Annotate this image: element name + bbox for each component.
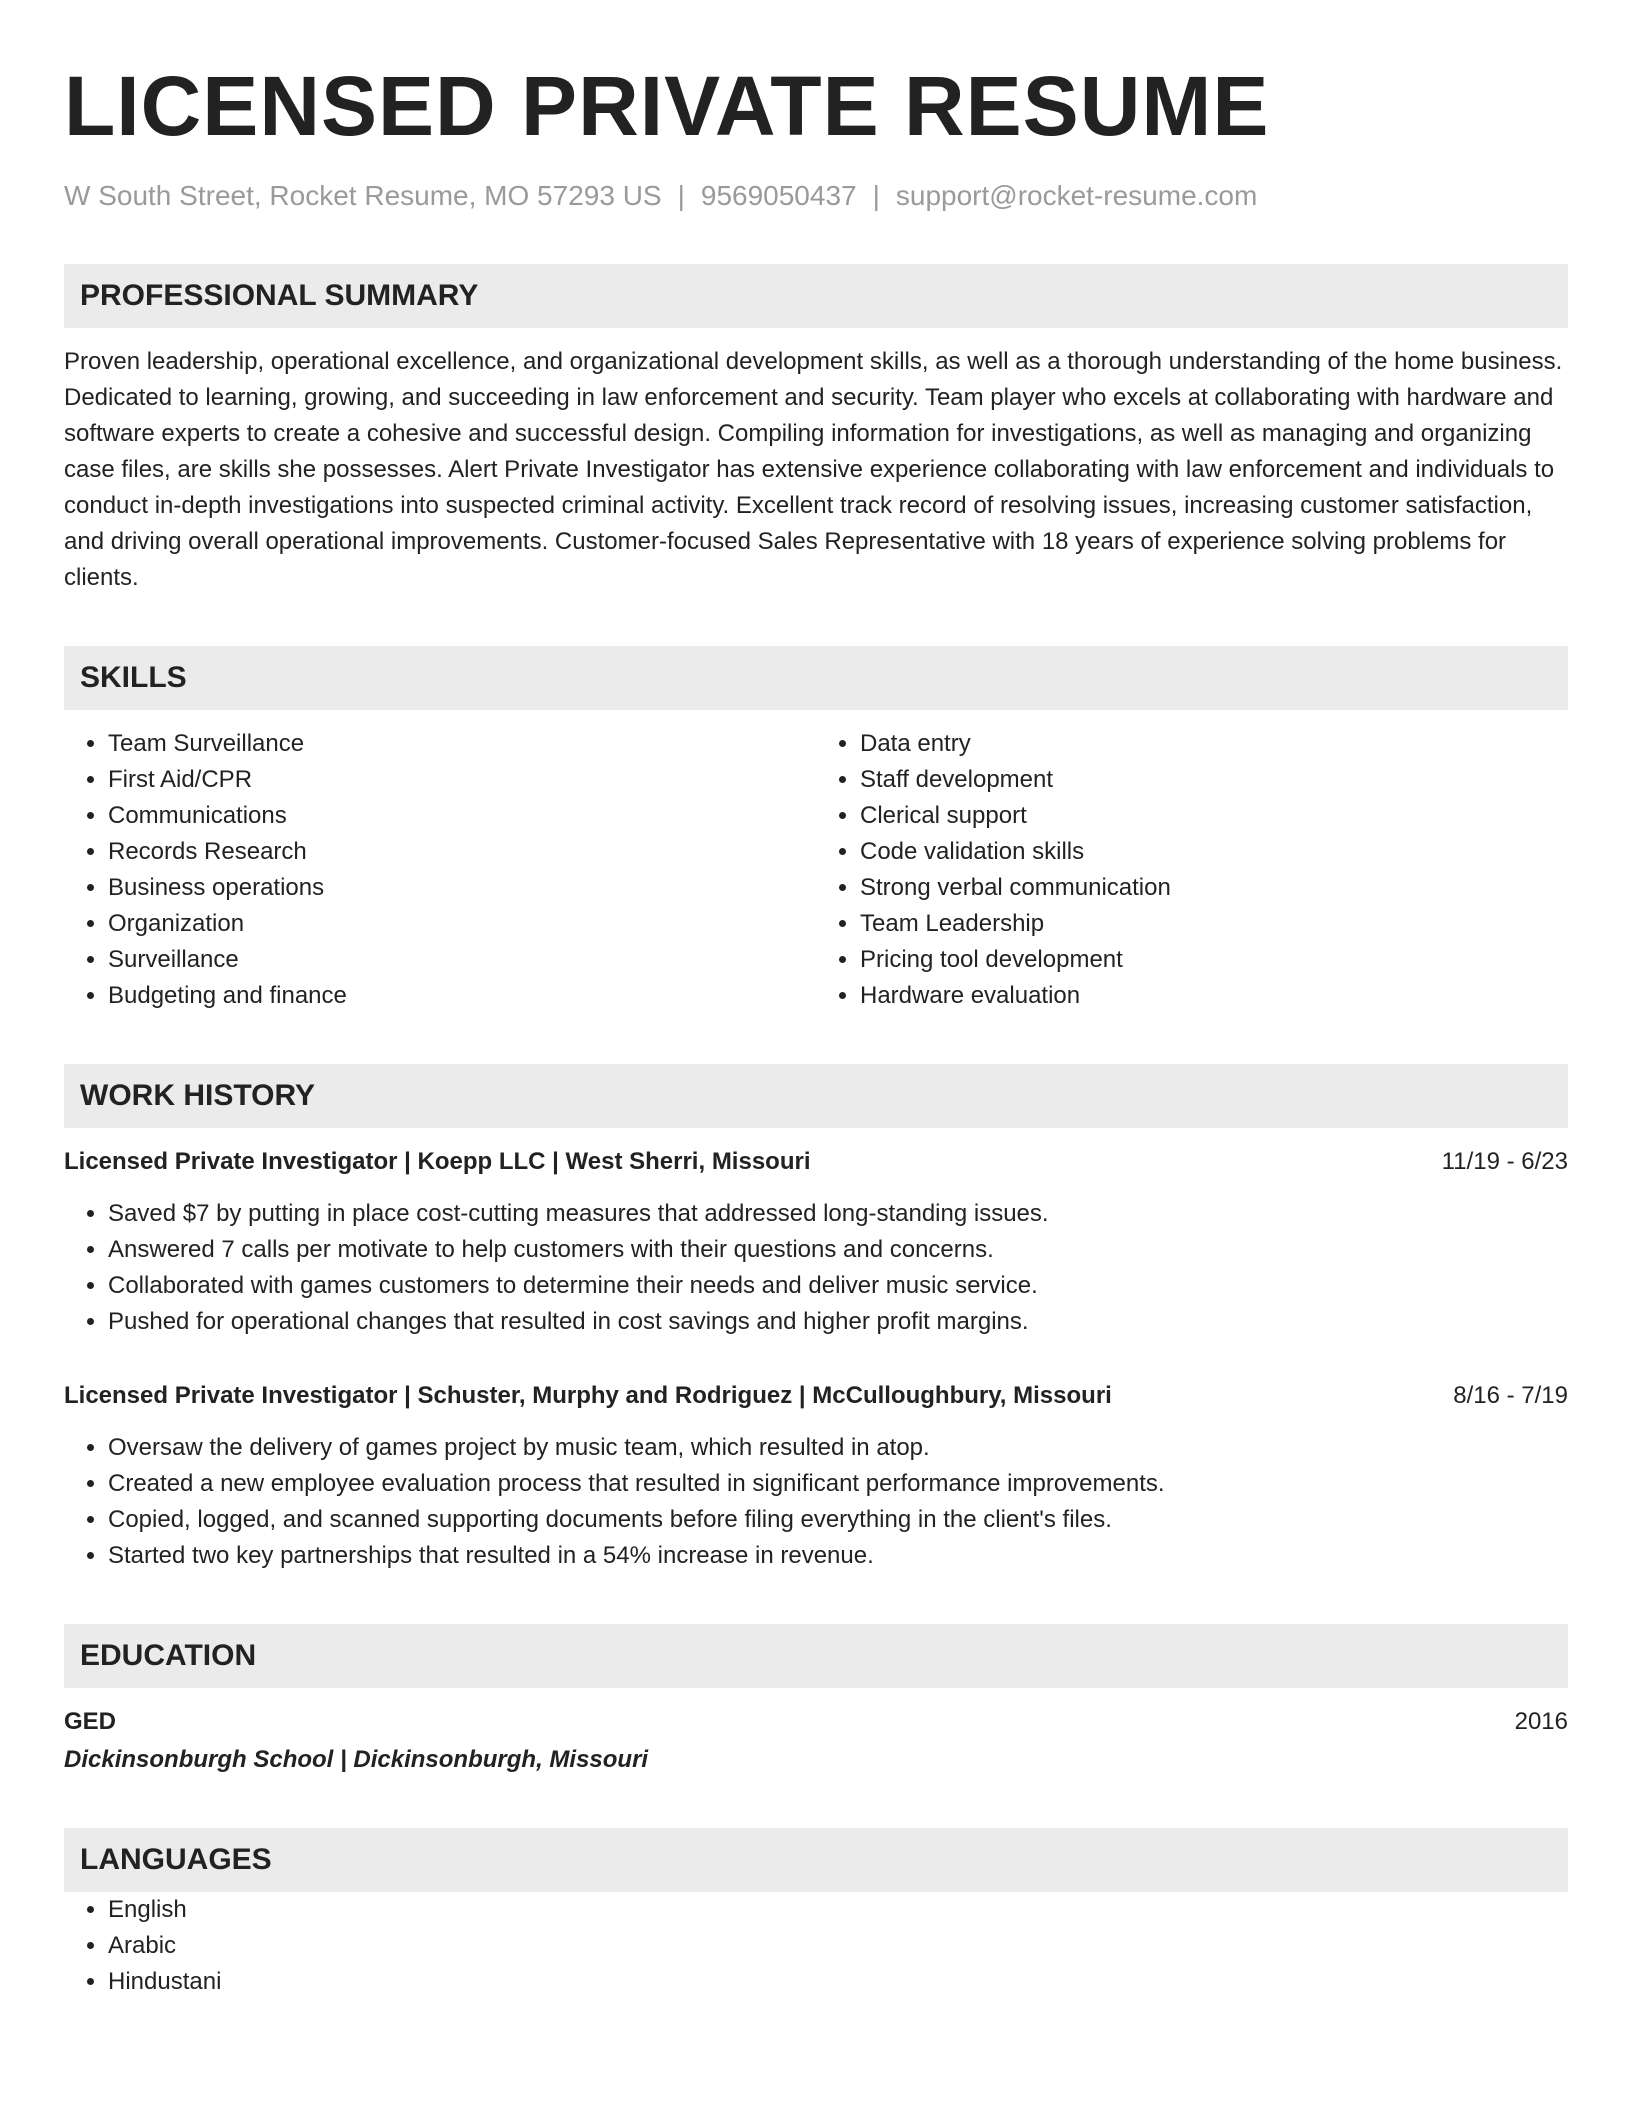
education-year: 2016 — [1514, 1708, 1568, 1735]
job-bullet: • Copied, logged, and scanned supporting documents before filing everything in the client's files. — [108, 1502, 1568, 1538]
skill-item: • Data entry — [860, 726, 1568, 762]
skills-columns — [64, 726, 1568, 1014]
skill-item: • Surveillance — [108, 942, 816, 978]
skill-item: • Code validation skills — [860, 834, 1568, 870]
language-item: • Hindustani — [108, 1964, 1568, 2000]
contact-email: support@rocket-resume.com — [895, 180, 1258, 211]
skill-item: • Team Surveillance — [108, 726, 816, 762]
summary-text: Proven leadership, operational excellence, and organizational development skills, as well as a thorough understanding of the home business. Dedicated to learning, growing, and succeeding in law enforcement and security. Team player who excels at collaborating with hardware and software experts to create a cohesive and successful design. Compiling information for investigations, as well as managing and organizing case files, are skills she possesses. Alert Private Investigator has extensive experience collaborating with law enforcement and individuals to conduct in-depth investigations into suspected criminal activity. Excellent track record of resolving issues, increasing customer satisfaction, and driving overall operational improvements. Customer-focused Sales Representative with 18 years of experience solving problems for clients. — [64, 348, 1563, 591]
skill-item: • Business operations — [108, 870, 816, 906]
job-bullet: • Started two key partnerships that resulted in a 54% increase in revenue. — [108, 1538, 1568, 1574]
contact-line — [64, 178, 1568, 214]
job-header — [64, 1378, 1568, 1414]
job-bullet: • Answered 7 calls per motivate to help customers with their questions and concerns. — [108, 1232, 1568, 1268]
section-heading-skills: SKILLS — [64, 646, 1568, 710]
job-title: Licensed Private Investigator | Koepp LLC | West Sherri, Missouri — [64, 1148, 811, 1175]
job-bullet: • Oversaw the delivery of games project by music team, which resulted in atop. — [108, 1430, 1568, 1466]
skill-item: • Team Leadership — [860, 906, 1568, 942]
education-degree: GED — [64, 1708, 117, 1735]
skill-item: • Strong verbal communication — [860, 870, 1568, 906]
section-heading-work-history: WORK HISTORY — [64, 1064, 1568, 1128]
skill-item: • Hardware evaluation — [860, 978, 1568, 1014]
education-school: Dickinsonburgh School | Dickinsonburgh, Missouri — [64, 1746, 649, 1773]
contact-separator: | — [677, 180, 685, 211]
languages-list — [64, 1892, 1568, 2000]
contact-separator: | — [872, 180, 880, 211]
resume-name: LICENSED PRIVATE RESUME — [64, 59, 1270, 153]
job-bullet: • Saved $7 by putting in place cost-cutting measures that addressed long-standing issues. — [108, 1196, 1568, 1232]
job-bullet: • Created a new employee evaluation process that resulted in significant performance improvements. — [108, 1466, 1568, 1502]
skill-item: • Budgeting and finance — [108, 978, 816, 1014]
skill-item: • Communications — [108, 798, 816, 834]
section-heading-education: EDUCATION — [64, 1624, 1568, 1688]
language-item: • English — [108, 1892, 1568, 1928]
skills-list-left — [64, 726, 816, 1014]
job-bullet: • Collaborated with games customers to determine their needs and deliver music service. — [108, 1268, 1568, 1304]
contact-phone: 9569050437 — [700, 180, 857, 211]
language-item: • Arabic — [108, 1928, 1568, 1964]
skill-item: • Organization — [108, 906, 816, 942]
skill-item: • First Aid/CPR — [108, 762, 816, 798]
job-dates: 11/19 - 6/23 — [1441, 1148, 1568, 1175]
job-bullets — [64, 1430, 1568, 1574]
skill-item: • Clerical support — [860, 798, 1568, 834]
job-entry — [64, 1378, 1568, 1574]
contact-address: W South Street, Rocket Resume, MO 57293 US — [64, 180, 662, 211]
section-heading-languages: LANGUAGES — [64, 1828, 1568, 1892]
job-title: Licensed Private Investigator | Schuster, Murphy and Rodriguez | McCulloughbury, Missouri — [64, 1382, 1112, 1409]
skill-item: • Pricing tool development — [860, 942, 1568, 978]
job-dates: 8/16 - 7/19 — [1453, 1382, 1568, 1409]
education-header — [64, 1704, 1568, 1740]
skill-item: • Staff development — [860, 762, 1568, 798]
job-bullet: • Pushed for operational changes that resulted in cost savings and higher profit margins. — [108, 1304, 1568, 1340]
skills-list-right — [816, 726, 1568, 1014]
section-heading-summary: PROFESSIONAL SUMMARY — [64, 264, 1568, 328]
job-entry — [64, 1144, 1568, 1340]
job-bullets — [64, 1196, 1568, 1340]
skill-item: • Records Research — [108, 834, 816, 870]
job-header — [64, 1144, 1568, 1180]
